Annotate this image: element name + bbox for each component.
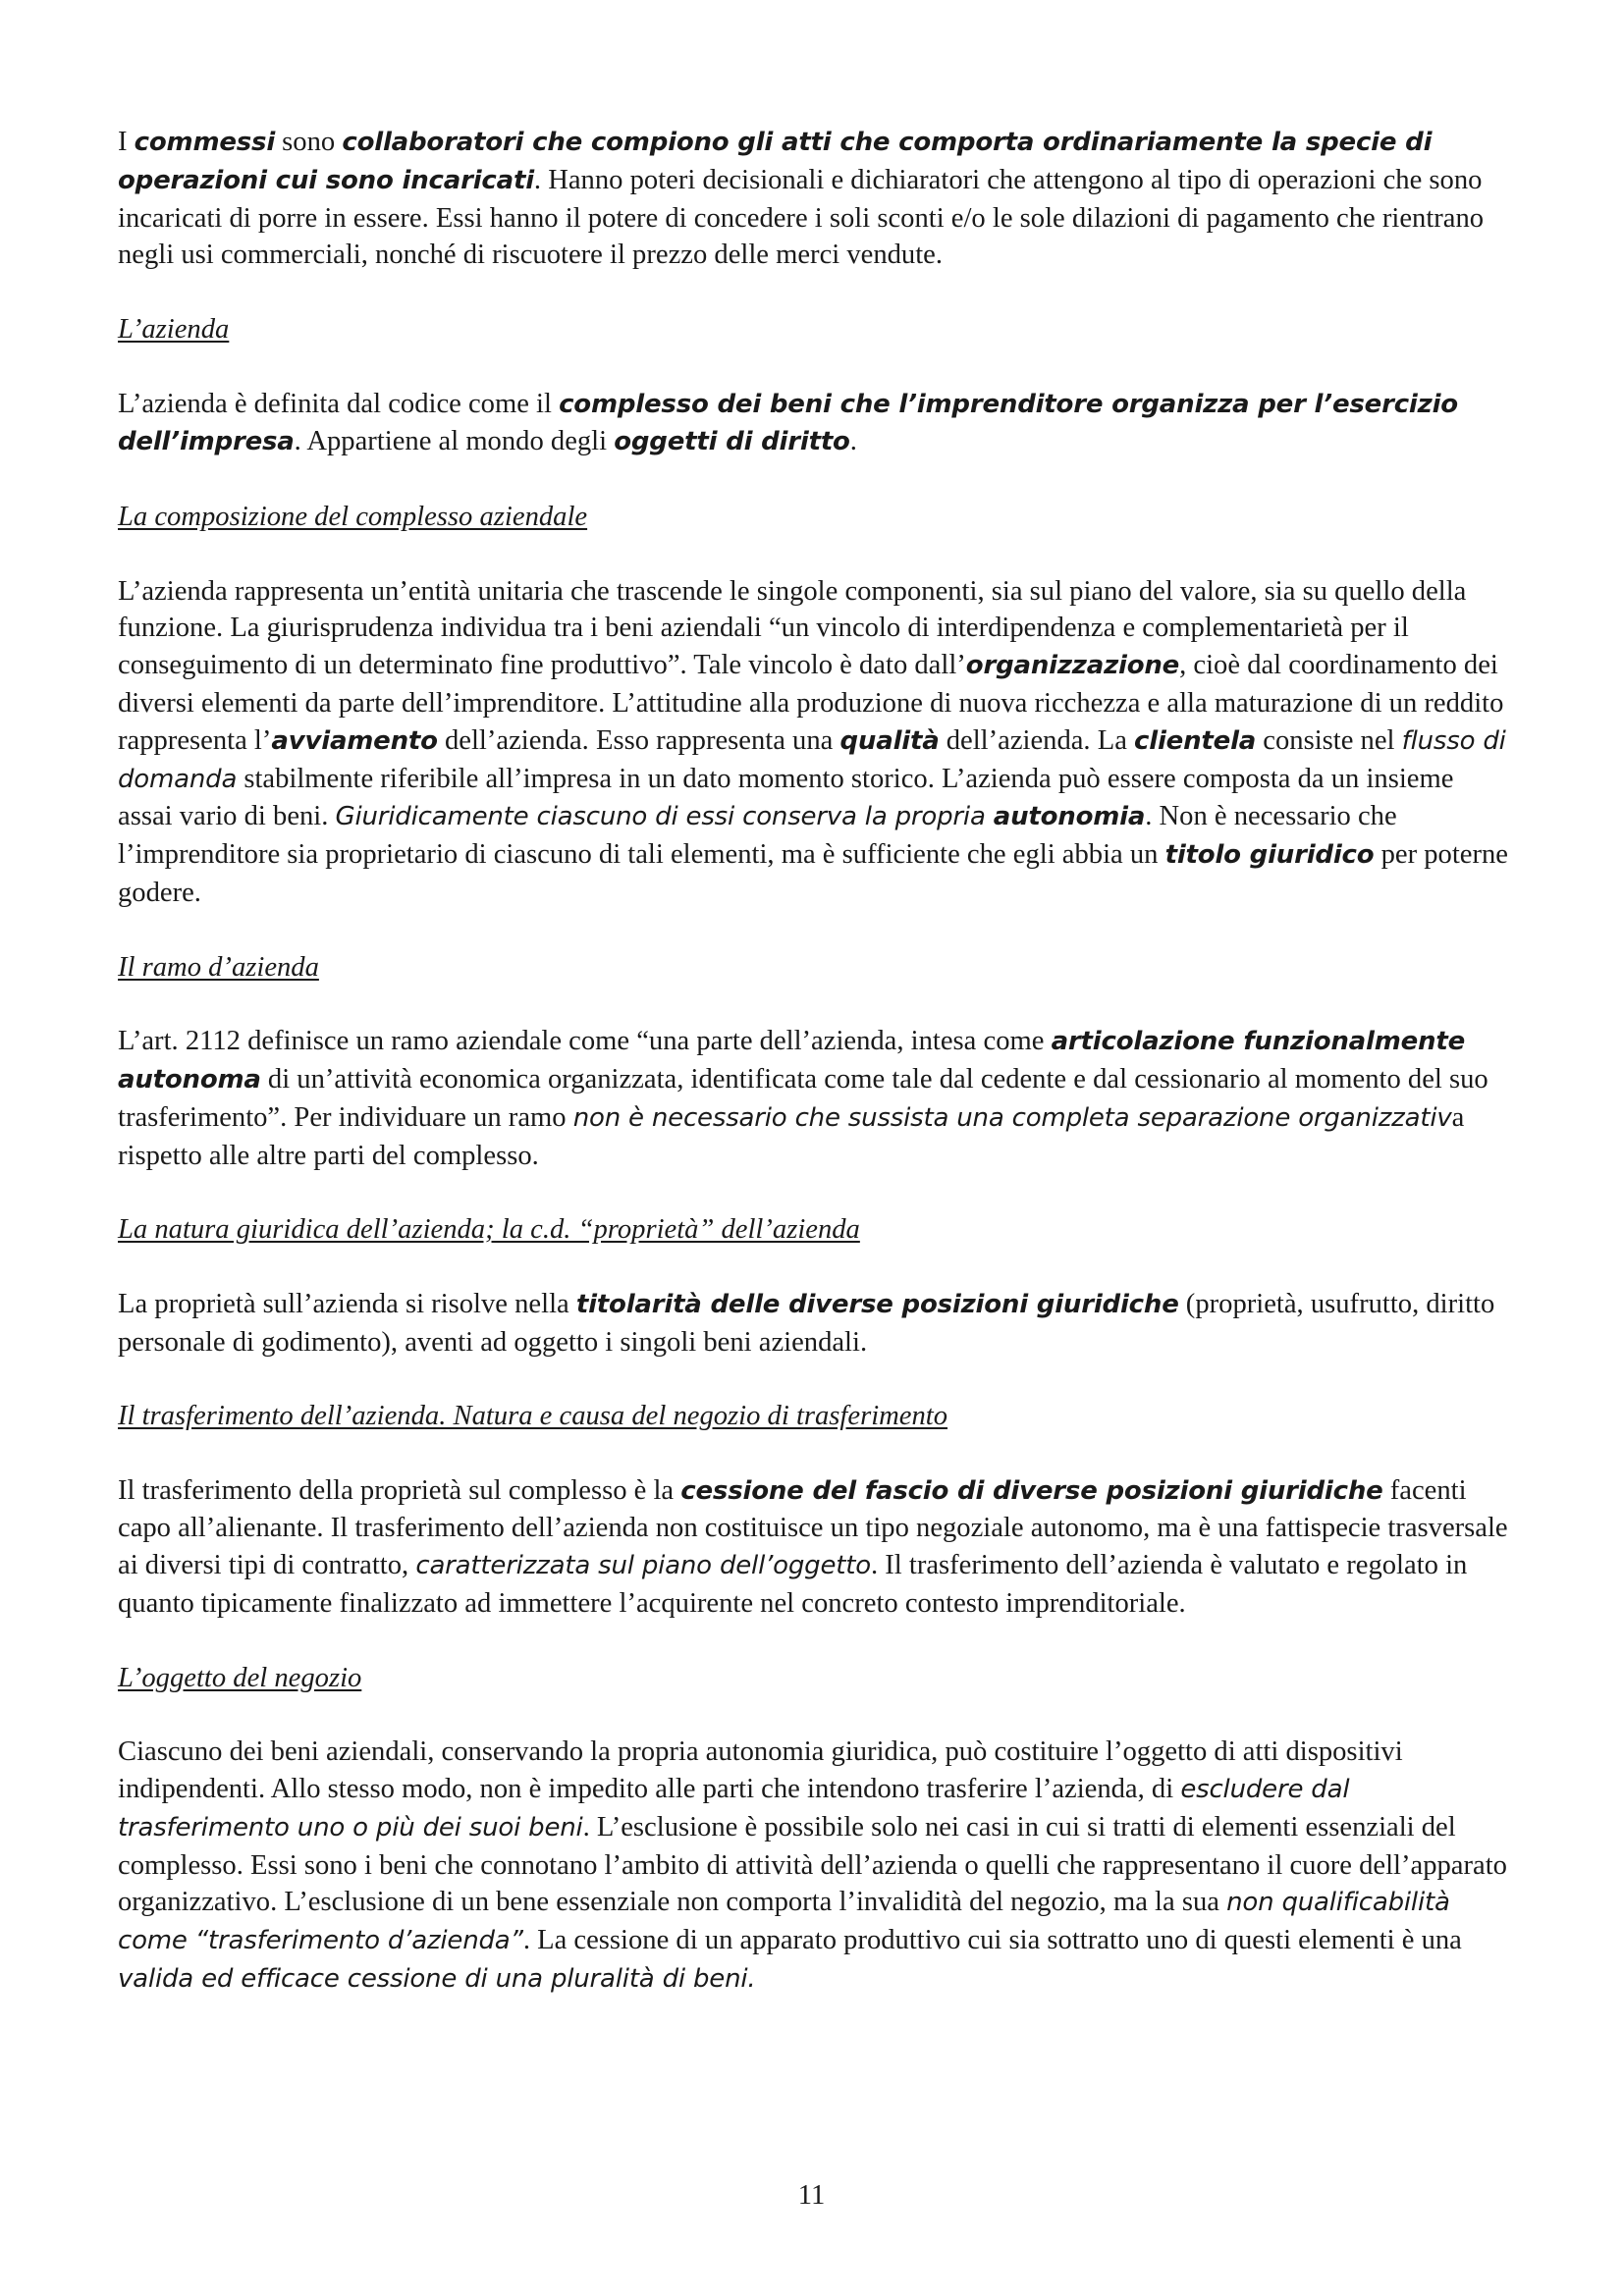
heading-text: La natura giuridica dell’azienda; la c.d. “proprietà” dell’azienda [118, 1214, 860, 1246]
paragraph-commessi [118, 124, 1512, 274]
paragraph-azienda-definition [118, 386, 1512, 462]
text-segment: . La cessione di un apparato produttivo cui sia sottratto uno di questi elementi è una [522, 1925, 1462, 1956]
italic-segment: Giuridicamente ciascuno di essi conserva la propria [335, 802, 994, 832]
text-segment: di un’attività economica organizzata, identificata come tale dal cedente e dal cessionario al momento del suo trasferimento”. Per individuare un ramo [118, 1063, 1488, 1133]
text-segment: L’azienda è definita dal codice come il [118, 388, 560, 419]
section-heading-ramo [118, 949, 1512, 987]
text-segment: dell’azienda. Esso rappresenta una [437, 724, 840, 756]
paragraph-natura [118, 1286, 1512, 1362]
text-segment: . [849, 426, 857, 457]
section-heading-composizione [118, 499, 1512, 536]
text-segment: stabilmente riferibile all’impresa in un dato momento storico. L’azienda può essere composta da un insieme assai vario di beni. [118, 763, 1454, 832]
heading-text: Il ramo d’azienda [118, 951, 319, 983]
text-segment: Ciascuno dei beni aziendali, conservando la propria autonomia giuridica, può costituire l’oggetto di atti dispositivi indipendenti. Allo stesso modo, non è impedito alle parti che intendono trasferire l’azienda, di [118, 1736, 1403, 1805]
emphasis-segment: titolarità delle diverse posizioni giuridiche [575, 1289, 1179, 1319]
paragraph-trasferimento [118, 1472, 1512, 1623]
text-segment: L’azienda rappresenta un’entità unitaria che trascende le singole componenti, sia sul piano del valore, sia su quello della funzione. La giurisprudenza individua tra i beni aziendali “un vincolo di interdipendenza e complementarietà per il conseguimento di un determinato fine produttivo”. Tale vincolo è dato dall’ [118, 575, 1467, 681]
emphasis-segment: articolazione funzionalmente autonoma [118, 1027, 1466, 1095]
emphasis-segment: clientela [1134, 725, 1257, 756]
text-segment: consiste nel [1256, 724, 1402, 756]
text-segment: dell’azienda. La [939, 724, 1135, 756]
italic-segment: non qualificabilità come “trasferimento d’azienda” [118, 1888, 1450, 1956]
italic-segment: escludere dal trasferimento uno o più dei suoi beni [118, 1775, 1350, 1842]
text-segment: a rispetto alle altre parti del complesso. [118, 1101, 1465, 1171]
section-heading-trasferimento [118, 1398, 1512, 1435]
emphasis-segment: oggetti di diritto [614, 427, 850, 457]
text-segment: sono [275, 127, 343, 157]
paragraph-composizione [118, 573, 1512, 912]
emphasis-segment: collaboratori che compiono gli atti che comporta ordinariamente la specie di operazioni cui sono incaricati [118, 128, 1433, 195]
emphasis-segment: avviamento [271, 725, 438, 756]
italic-segment: flusso di domanda [118, 725, 1506, 794]
text-segment: Il trasferimento della proprietà sul complesso è la [118, 1474, 681, 1506]
section-heading-azienda [118, 311, 1512, 348]
text-segment: . Appartiene al mondo degli [294, 426, 615, 457]
text-segment: . L’esclusione è possibile solo nei casi in cui si tratti di elementi essenziali del complesso. Essi sono i beni che connotano l’ambito di attività dell’azienda o quelli che rappresentano il cuore dell’apparato organizzativo. L’esclusione di un bene essenziale non comporta l’invalidità del negozio, ma la sua [118, 1811, 1507, 1918]
text-segment: . Non è necessario che l’imprenditore sia proprietario di ciascuno di tali elementi, ma è sufficiente che egli abbia un [118, 801, 1397, 871]
text-segment: La proprietà sull’azienda si risolve nella [118, 1288, 576, 1319]
emphasis-segment: commessi [134, 128, 276, 157]
emphasis-segment: qualità [839, 725, 940, 756]
text-segment: per poterne godere. [118, 839, 1508, 908]
heading-text: Il trasferimento dell’azienda. Natura e causa del negozio di trasferimento [118, 1401, 948, 1432]
section-heading-natura [118, 1211, 1512, 1249]
emphasis-segment: titolo giuridico [1164, 840, 1375, 871]
emphasis-segment: autonomia [993, 802, 1146, 832]
heading-text: L’oggetto del negozio [118, 1662, 362, 1693]
page-body [118, 124, 1512, 1999]
text-segment: I [118, 127, 135, 157]
heading-text: La composizione del complesso aziendale [118, 501, 588, 532]
italic-segment: caratterizzata sul piano dell’oggetto [415, 1551, 871, 1581]
italic-segment: non è necessario che sussista una completa separazione organizzativ [572, 1102, 1452, 1133]
emphasis-segment: complesso dei beni che l’imprenditore organizza per l’esercizio dell’impresa [118, 389, 1458, 457]
italic-segment: valida ed efficace cessione di una pluralità di beni. [118, 1964, 756, 1995]
section-heading-oggetto [118, 1660, 1512, 1697]
emphasis-segment: cessione del fascio di diverse posizioni giuridiche [680, 1475, 1383, 1506]
heading-text: L’azienda [118, 313, 230, 345]
text-segment: L’art. 2112 definisce un ramo aziendale come “una parte dell’azienda, intesa come [118, 1026, 1052, 1057]
text-segment: . Il trasferimento dell’azienda è valutato e regolato in quanto tipicamente finalizzato ad immettere l’acquirente nel concreto contesto imprenditoriale. [118, 1550, 1468, 1620]
text-segment: (proprietà, usufrutto, diritto personale di godimento), aventi ad oggetto i singoli beni aziendali. [118, 1288, 1495, 1358]
paragraph-ramo [118, 1023, 1512, 1174]
paragraph-oggetto [118, 1734, 1512, 1999]
text-segment: facenti capo all’alienante. Il trasferimento dell’azienda non costituisce un tipo negoziale autonomo, ma è una fattispecie trasversale ai diversi tipi di contratto, [118, 1474, 1508, 1581]
page-number: 11 [797, 2180, 826, 2211]
text-segment: . Hanno poteri decisionali e dichiaratori che attengono al tipo di operazioni che sono incaricati di porre in essere. Essi hanno il potere di concedere i soli sconti e/o le sole dilazioni di pagamento che rientrano negli usi commerciali, nonché di riscuotere il prezzo delle merci vendute. [118, 164, 1485, 271]
text-segment: , cioè dal coordinamento dei diversi elementi da parte dell’imprenditore. L’attitudine alla produzione di nuova ricchezza e alla maturazione di un reddito rappresenta l’ [118, 650, 1504, 756]
emphasis-segment: organizzazione [965, 651, 1180, 681]
